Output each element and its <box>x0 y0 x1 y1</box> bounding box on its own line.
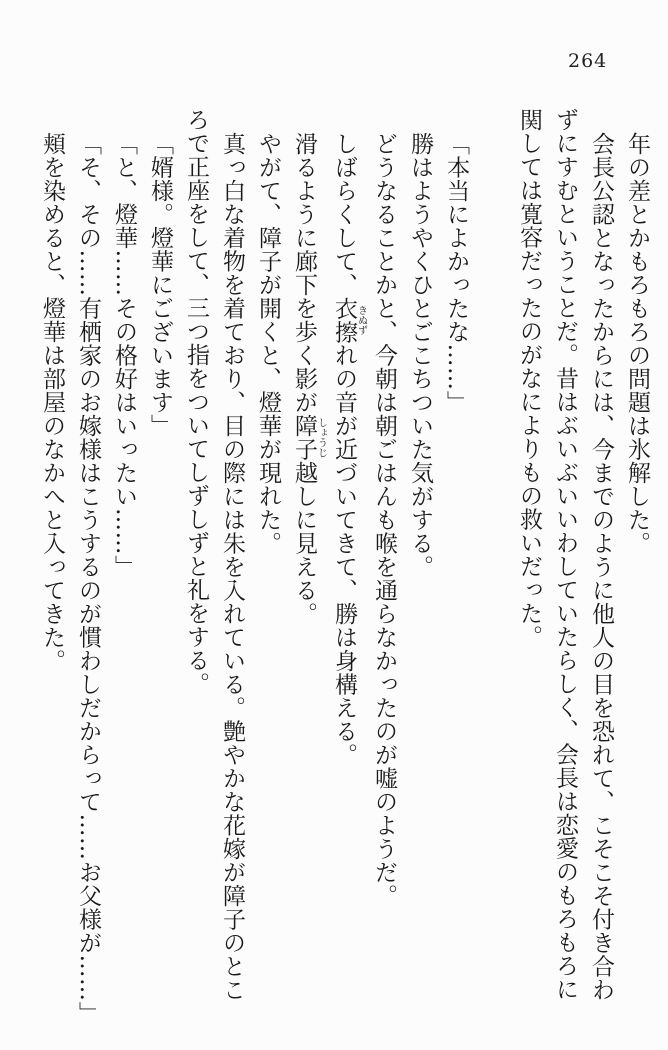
text-column: どうなることかと、今朝は朝ごはんも喉を通らなかったのが嘘のようだ。 <box>371 132 397 908</box>
text-segment: れの音が近づいてきて、勝は身構える。 <box>331 343 357 767</box>
text-column-dialogue: 「本当によかったな……」 <box>443 132 469 414</box>
text-column-with-ruby <box>326 108 366 998</box>
text-column: 勝はようやくひとごこちついた気がする。 <box>407 132 433 579</box>
paragraph-break <box>474 108 511 998</box>
ruby-base: 衣擦 <box>331 296 357 344</box>
ruby-furigana: しょうじ <box>315 414 327 461</box>
text-column: 真っ白な着物を着ており、目の際には朱を入れている。艶やかな花嫁が障子のとこ <box>219 132 245 1002</box>
text-column-dialogue: 「そ、その……有栖家のお嫁様はこうするのが慣わしだからって……お父様が……」 <box>75 132 101 1025</box>
text-segment: 滑るように廊下を歩く影が <box>291 132 317 414</box>
text-segment: 越しに見える。 <box>291 461 317 626</box>
text-column: 関しては寛容だったのがなによりもの救いだった。 <box>516 108 542 649</box>
text-column: ろで正座をして、三つ指をついてしずしずと礼をする。 <box>183 108 209 696</box>
text-column: ずにすむということだ。昔はぶいぶいいわしていたらしく、会長は恋愛のもろもろに <box>552 108 578 1001</box>
ruby-furigana: きぬず <box>355 296 367 344</box>
page-number: 264 <box>568 50 608 72</box>
ruby-annotation <box>291 414 327 461</box>
ruby-base: 障子 <box>291 414 317 461</box>
text-column: 会長公認となったからには、今までのように他人の目を恐れて、こそこそ付き合わ <box>588 132 614 1002</box>
text-column: 年の差とかもろもろの問題は氷解した。 <box>624 132 650 555</box>
vertical-text-block <box>34 108 655 1025</box>
text-column-dialogue: 「婿様。燈華にございます」 <box>147 132 173 438</box>
ruby-annotation <box>331 296 367 344</box>
text-column-dialogue: 「と、燈華……その格好はいったい……」 <box>111 132 137 579</box>
text-column: 頬を染めると、燈華は部屋のなかへと入ってきた。 <box>39 132 65 673</box>
text-column: やがて、障子が開くと、燈華が現れた。 <box>255 132 281 555</box>
text-column-with-ruby <box>286 108 326 998</box>
text-segment: しばらくして、 <box>331 132 357 297</box>
